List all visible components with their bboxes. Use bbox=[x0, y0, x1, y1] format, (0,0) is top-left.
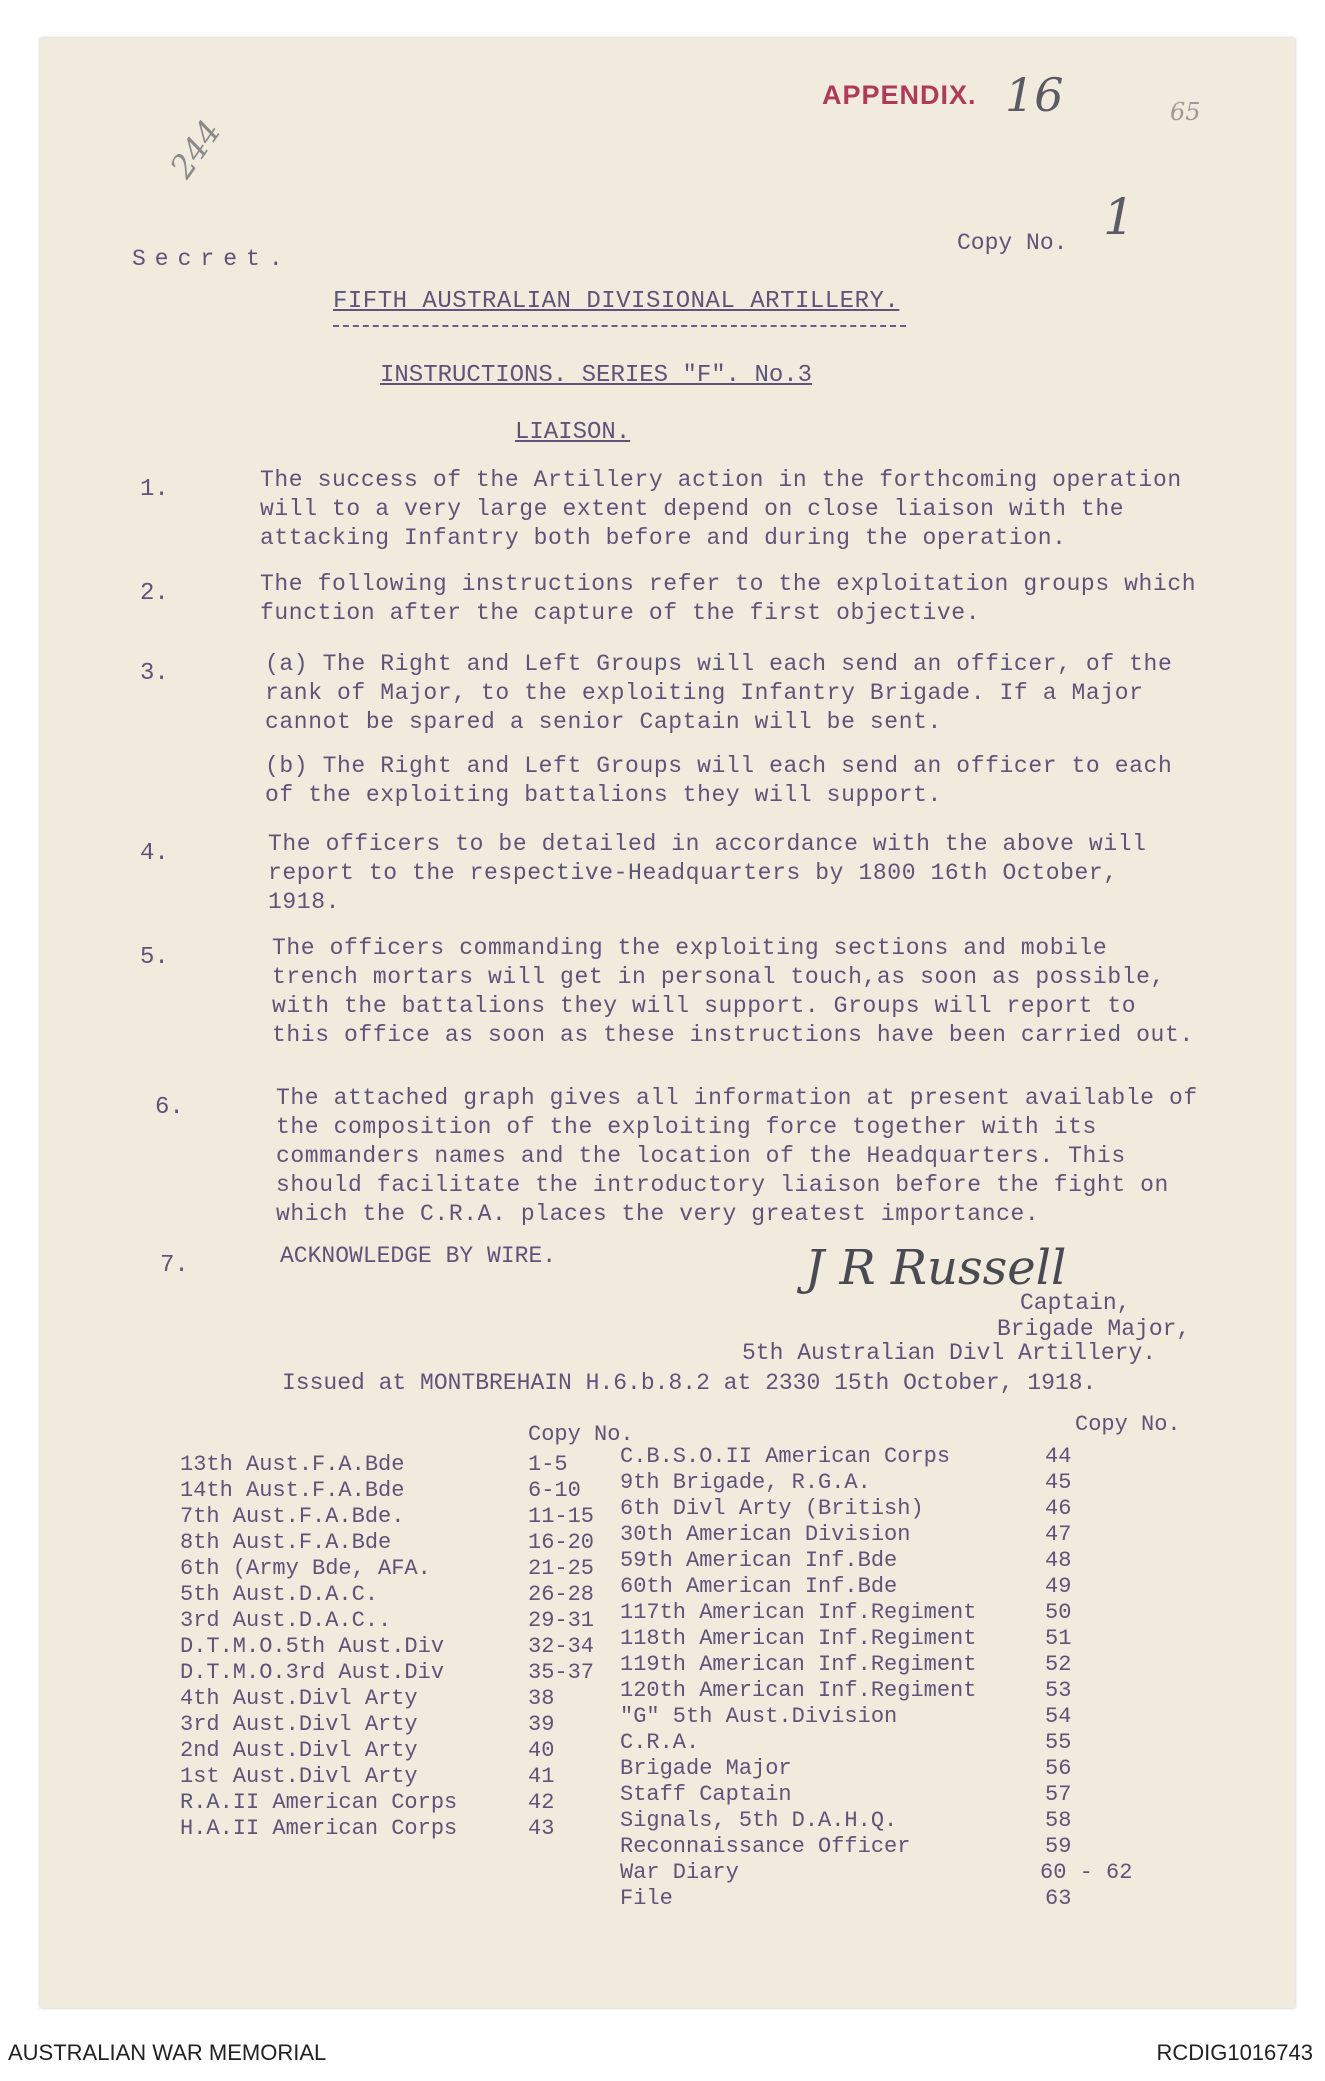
distribution-entry-name: 1st Aust.Divl Arty bbox=[180, 1764, 418, 1789]
para-number-2: 2. bbox=[140, 580, 169, 607]
distribution-entry-copy: 16-20 bbox=[528, 1530, 595, 1555]
para-number-3: 3. bbox=[140, 660, 169, 687]
appendix-stamp: APPENDIX. bbox=[822, 80, 977, 110]
series-heading: INSTRUCTIONS. SERIES "F". No.3 bbox=[380, 362, 813, 389]
distribution-entry-copy: 57 bbox=[1045, 1782, 1072, 1807]
distribution-entry-copy: 41 bbox=[528, 1764, 555, 1789]
distribution-entry-name: 14th Aust.F.A.Bde bbox=[180, 1478, 405, 1503]
distribution-entry-name: H.A.II American Corps bbox=[180, 1816, 458, 1841]
document-title: FIFTH AUSTRALIAN DIVISIONAL ARTILLERY. bbox=[333, 288, 900, 315]
distribution-entry-name: 117th American Inf.Regiment bbox=[620, 1600, 977, 1625]
distribution-entry-copy: 32-34 bbox=[528, 1634, 595, 1659]
distribution-entry-copy: 42 bbox=[528, 1790, 555, 1815]
distribution-entry-name: 9th Brigade, R.G.A. bbox=[620, 1470, 871, 1495]
distribution-entry-name: 59th American Inf.Bde bbox=[620, 1548, 898, 1573]
distribution-entry-name: 4th Aust.Divl Arty bbox=[180, 1686, 418, 1711]
paragraph-4: The officers to be detailed in accordance with the above will report to the respective-Headquarters by 1800 16th October, 1918. bbox=[268, 831, 1147, 915]
distribution-entry-name: 7th Aust.F.A.Bde. bbox=[180, 1504, 405, 1529]
distribution-entry-copy: 46 bbox=[1045, 1496, 1072, 1521]
signatory-role: Brigade Major, bbox=[997, 1316, 1191, 1342]
paragraph-3b: (b) The Right and Left Groups will each send an officer to each of the exploiting battalions they will support. bbox=[265, 753, 1173, 808]
distribution-entry-copy: 63 bbox=[1045, 1886, 1072, 1911]
paragraph-1: The success of the Artillery action in the forthcoming operation will to a very large extent depend on close liaison with the attacking Infantry both before and during the operation. bbox=[260, 467, 1182, 551]
signatory-rank: Captain, bbox=[1020, 1290, 1131, 1316]
distribution-entry-copy: 39 bbox=[528, 1712, 555, 1737]
distribution-entry-name: 6th Divl Arty (British) bbox=[620, 1496, 924, 1521]
distribution-entry-copy: 58 bbox=[1045, 1808, 1072, 1833]
distribution-entry-name: 5th Aust.D.A.C. bbox=[180, 1582, 379, 1607]
distribution-entry-copy: 44 bbox=[1045, 1444, 1072, 1469]
distribution-entry-name: 3rd Aust.Divl Arty bbox=[180, 1712, 418, 1737]
distribution-entry-copy: 29-31 bbox=[528, 1608, 595, 1633]
distribution-entry-copy: 47 bbox=[1045, 1522, 1072, 1547]
subject-heading: LIAISON. bbox=[515, 419, 631, 446]
distribution-entry-name: 30th American Division bbox=[620, 1522, 911, 1547]
distribution-entry-copy: 35-37 bbox=[528, 1660, 595, 1685]
distribution-entry-copy: 49 bbox=[1045, 1574, 1072, 1599]
title-underline bbox=[333, 325, 906, 327]
distribution-entry-name: 60th American Inf.Bde bbox=[620, 1574, 898, 1599]
distribution-entry-name: 13th Aust.F.A.Bde bbox=[180, 1452, 405, 1477]
para-number-7: 7. bbox=[160, 1252, 189, 1279]
classification: Secret. bbox=[132, 246, 292, 272]
distribution-entry-copy: 45 bbox=[1045, 1470, 1072, 1495]
distribution-entry-copy: 51 bbox=[1045, 1626, 1072, 1651]
distribution-entry-name: War Diary bbox=[620, 1860, 739, 1885]
page-number: 65 bbox=[1170, 98, 1201, 126]
distribution-entry-name: 6th (Army Bde, AFA. bbox=[180, 1556, 431, 1581]
distribution-entry-name: Signals, 5th D.A.H.Q. bbox=[620, 1808, 898, 1833]
distribution-entry-copy: 21-25 bbox=[528, 1556, 595, 1581]
footer-institution: AUSTRALIAN WAR MEMORIAL bbox=[8, 2040, 327, 2065]
paragraph-2: The following instructions refer to the exploitation groups which function after the capture of the first objective. bbox=[260, 571, 1197, 626]
appendix-number: 16 bbox=[1005, 68, 1064, 122]
distribution-entry-name: 8th Aust.F.A.Bde bbox=[180, 1530, 392, 1555]
distribution-entry-copy: 59 bbox=[1045, 1834, 1072, 1859]
distribution-entry-name: File bbox=[620, 1886, 673, 1911]
distribution-entry-copy: 11-15 bbox=[528, 1504, 595, 1529]
paragraph-5: The officers commanding the exploiting sections and mobile trench mortars will get in personal touch,as soon as possible, with the battalions they will support. Groups will report to this office as soon as these instructions have been carried out. bbox=[272, 935, 1194, 1048]
distribution-entry-copy: 38 bbox=[528, 1686, 555, 1711]
distribution-entry-copy: 26-28 bbox=[528, 1582, 595, 1607]
distribution-entry-name: D.T.M.O.3rd Aust.Div bbox=[180, 1660, 445, 1685]
signature: J R Russell bbox=[805, 1240, 1067, 1296]
distribution-entry-name: C.R.A. bbox=[620, 1730, 700, 1755]
paragraph-6: The attached graph gives all information at present available of the composition of the exploiting force together with its commanders names and the location of the Headquarters. This should facilitate the introductory liaison before the fight on which the C.R.A. places the very greatest importance. bbox=[276, 1085, 1198, 1227]
distribution-copy-header-right: Copy No. bbox=[1075, 1412, 1181, 1437]
distribution-entry-copy: 52 bbox=[1045, 1652, 1072, 1677]
signatory-unit: 5th Australian Divl Artillery. bbox=[742, 1340, 1157, 1366]
paragraph-7: ACKNOWLEDGE BY WIRE. bbox=[280, 1243, 557, 1269]
distribution-entry-name: "G" 5th Aust.Division bbox=[620, 1704, 898, 1729]
para-number-1: 1. bbox=[140, 476, 169, 503]
distribution-entry-copy: 55 bbox=[1045, 1730, 1072, 1755]
distribution-entry-name: 118th American Inf.Regiment bbox=[620, 1626, 977, 1651]
distribution-entry-copy: 48 bbox=[1045, 1548, 1072, 1573]
distribution-entry-copy: 60 - 62 bbox=[1040, 1860, 1133, 1885]
distribution-entry-name: D.T.M.O.5th Aust.Div bbox=[180, 1634, 445, 1659]
distribution-entry-name: Brigade Major bbox=[620, 1756, 792, 1781]
distribution-entry-name: 3rd Aust.D.A.C.. bbox=[180, 1608, 392, 1633]
distribution-entry-copy: 6-10 bbox=[528, 1478, 581, 1503]
distribution-entry-name: 120th American Inf.Regiment bbox=[620, 1678, 977, 1703]
issued-line: Issued at MONTBREHAIN H.6.b.8.2 at 2330 15th October, 1918. bbox=[282, 1370, 1097, 1396]
distribution-entry-copy: 53 bbox=[1045, 1678, 1072, 1703]
distribution-entry-name: R.A.II American Corps bbox=[180, 1790, 458, 1815]
distribution-copy-header-left: Copy No. bbox=[528, 1422, 634, 1447]
distribution-entry-name: 119th American Inf.Regiment bbox=[620, 1652, 977, 1677]
copy-label: Copy No. bbox=[957, 230, 1068, 256]
distribution-entry-copy: 43 bbox=[528, 1816, 555, 1841]
para-number-5: 5. bbox=[140, 944, 169, 971]
distribution-entry-name: C.B.S.O.II American Corps bbox=[620, 1444, 951, 1469]
distribution-entry-copy: 50 bbox=[1045, 1600, 1072, 1625]
distribution-entry-name: Reconnaissance Officer bbox=[620, 1834, 911, 1859]
footer-reference: RCDIG1016743 bbox=[1156, 2040, 1313, 2065]
distribution-entry-copy: 54 bbox=[1045, 1704, 1072, 1729]
distribution-entry-name: Staff Captain bbox=[620, 1782, 792, 1807]
distribution-entry-copy: 56 bbox=[1045, 1756, 1072, 1781]
distribution-entry-copy: 1-5 bbox=[528, 1452, 568, 1477]
pencil-mark: 244 bbox=[162, 113, 229, 185]
paragraph-3a: (a) The Right and Left Groups will each send an officer, of the rank of Major, to the exploiting Infantry Brigade. If a Major cannot be spared a senior Captain will be sent. bbox=[265, 651, 1173, 735]
copy-number: 1 bbox=[1103, 188, 1135, 246]
distribution-entry-name: 2nd Aust.Divl Arty bbox=[180, 1738, 418, 1763]
para-number-6: 6. bbox=[155, 1094, 184, 1121]
distribution-entry-copy: 40 bbox=[528, 1738, 555, 1763]
para-number-4: 4. bbox=[140, 840, 169, 867]
